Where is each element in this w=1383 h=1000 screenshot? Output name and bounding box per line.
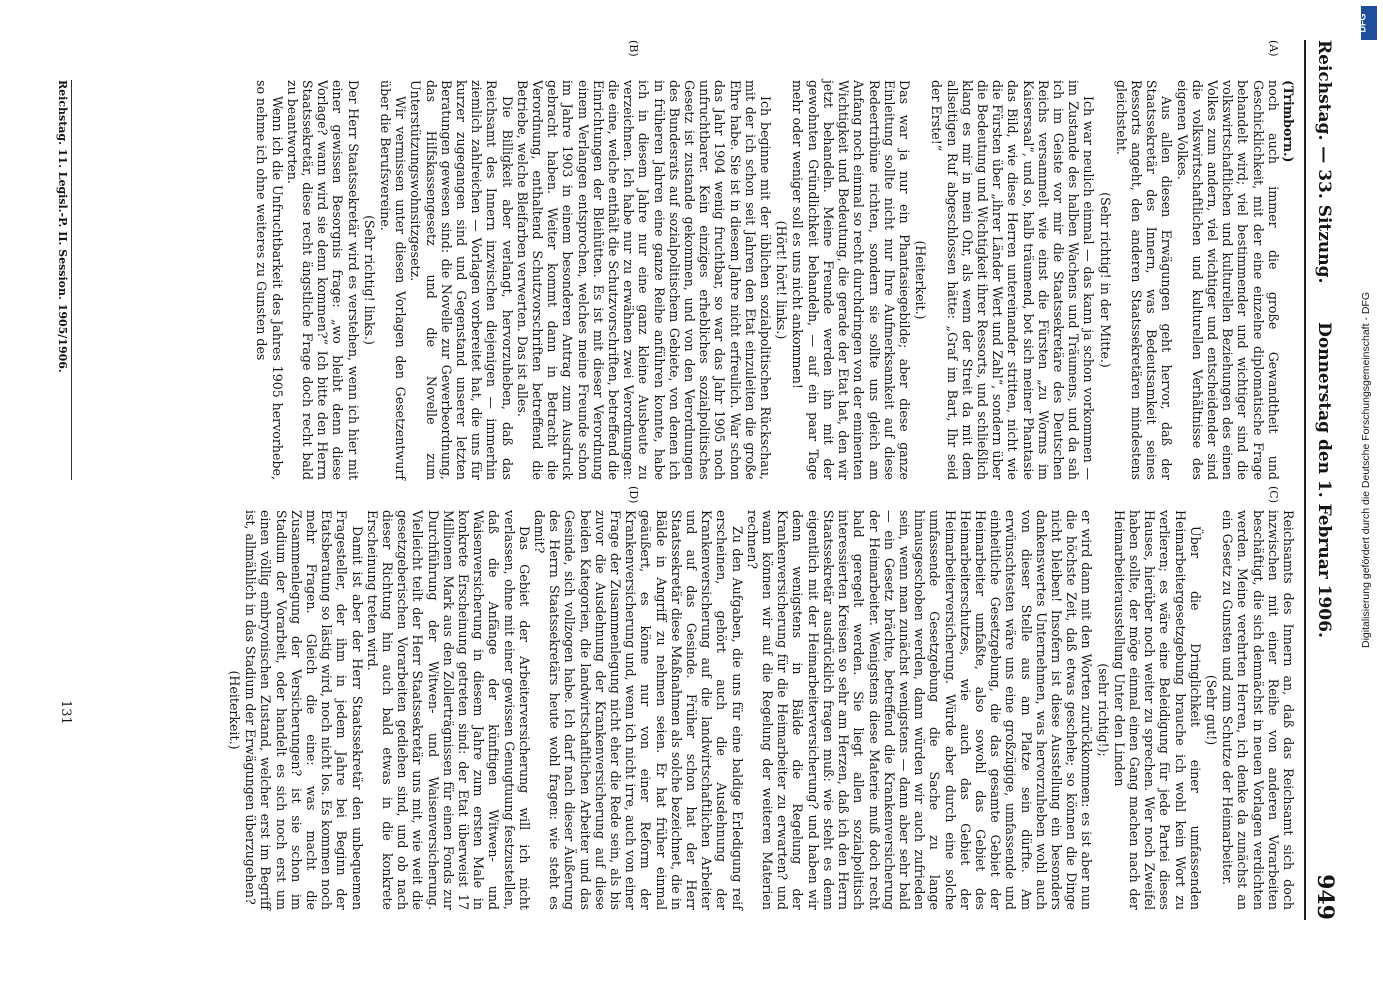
paragraph: Damit ist aber der Herr Staatssekretär den unbequemen Fragesteller, der ihm in jedem Jahre bei Beginn der Etatsberatung so lästig wird, noch nicht los. Es kommen noch mehr Fragen. Gleich die eine: was macht die Zusammenlegung der Versicherungen? ist sie schon im Stadium der Vorarbeit, oder handelt es sich noch erst um einen völlig embryonischen Zustand, welcher erst im Begriff ist, allmählich in das Stadium der Erwägungen überzugehen?: [243, 510, 365, 910]
paragraph: noch auch immer die große Gewandtheit und Geschicklichkeit, mit der eine einzelne diplomatische Frage behandelt wird; viel bestimmender und wichtiger sind die volkswirtschaftlichen und kulturellen Beziehungen des einen Volkes zum andern, viel wichtiger und entscheidender sind die volkswirtschaftlichen und kulturellen Verhältnisse des eigenen Volkes.: [1174, 80, 1281, 480]
interjection: (Sehr richtig! in der Mitte.): [1097, 192, 1113, 368]
page-footer: Reichstag. 11. Legisl.-P. II. Session. 1905/1906.: [56, 80, 72, 480]
rotated-page: [50, 40, 1340, 920]
paragraph: Die Billigkeit aber verlangt, hervorzuheben, daß das Reichsamt des Innern inzwischen diejenigen — immerhin ziemlich zahlreichen — Vorlagen vorbereitet hat, die uns für kurzer zugegangen sind und Gegenstand unserer letzten Beratungen gewesen sind: die Novelle zur Gewerbeordnung, das Hilfskassengesetz und die Novelle zum Unterstützungswohnsitzgesetz.: [408, 80, 515, 480]
speaker-name: (Trimborn.): [1281, 80, 1296, 163]
margin-marker-b: (B): [627, 40, 640, 57]
paragraph: Reichsamts des Innern an, daß das Reichsamt sich doch inzwischen mit einer Reihe von anderen Vorarbeiten beschäftigt, die sich demnächst in neuen Vorlagen verdichten werden. Meine verehrten Herren, ich denke da zunächst an ein Gesetz zu Gunsten und zum Schutze der Heimarbeiter.: [1220, 510, 1296, 910]
paragraph: Ich war neulich einmal — das kann ja schon vorkommen — im Zustande des halben Wachens und Träumens, und da sah ich im Geiste vor mir die Staatssekretäre des Deutschen Reichs versammelt wie einst die Fürsten „zu Worms im Kaisersaal“, und so, halb träumend, bot sich meiner Phantasie das Bild, wie diese Herren untereinander stritten, nicht wie die Fürsten über „ihrer Länder Wert und Zahl“, sondern über die Bedeutung und Wichtigkeit ihrer Ressorts, und schließlich klang es mir in mein Ohr, als wenn der Streit da mit dem allseitigen Ruf abgeschlossen hätte: „Graf im Bart, Ihr seid der Erste!“: [929, 80, 1097, 480]
paragraph: Der Herr Staatssekretär wird es verstehen, wenn ich hier mit einer gewissen Besorgnis frage: „wo bleibt denn diese Vorlage? wann wird sie denn kommen?“ Ich bitte den Herrn Staatssekretär, diese recht ängstliche Frage doch recht bald zu beantworten.: [284, 80, 361, 480]
left-column: [254, 80, 1296, 480]
paragraph: Das Gebiet der Arbeiterversicherung will ich nicht verlassen, ohne mit einer gewissen Genugtuung festzustellen, daß die Anfänge der künftigen Witwen- und Waisenversicherung in diesem Jahre zum ersten Male in konkrete Erscheinung getreten sind: der Etat überweist 17 Millionen Mark aus den Zollerträgnissen für einen Fonds zur Durchführung der Witwen- und Waisenversicherung. Vielleicht teilt der Herr Staatssekretär uns mit, wie weit die gesetzgeberischen Vorarbeiten gediehen sind, und ob nach dieser Richtung hin auch bald etwas in die konkrete Erscheinung treten wird.: [364, 510, 532, 910]
paragraph: Ich beginne mit der üblichen sozialpolitischen Rückschau, mit der ich schon seit Jahren den Etat einzuleiten die große Ehre habe. Sie ist in diesem Jahre nicht erfreulich. War schon das Jahr 1904 wenig fruchtbar, so war das Jahr 1905 noch unfruchtbarer. Kein einziges erhebliches sozialpolitisches Gesetz ist zustande gekommen, und von den Verordnungen des Bundesrats auf sozialpolitischem Gebiete, von denen ich in früheren Jahren eine ganze Reihe anführen konnte, habe ich in diesem Jahre nur eine ganz kleine Ausbeute zu verzeichnen. Ich habe nur zu erwähnen zwei Verordnungen: die eine, welche enthält die Schutzvorschriften, betreffend die Einrichtungen der Bleihütten. Es ist mit dieser Verordnung einem Verlangen entsprochen, welches meine Freunde schon im Jahre 1903 in einem besonderen Antrag zum Ausdruck gebracht haben. Weiter kommt dann in Betracht die Verordnung, enthaltend Schutzvorschriften betreffend die Betriebe, welche Bleifarben verwerten. Das ist alles.: [514, 80, 774, 480]
paragraph: Über die Dringlichkeit einer umfassenden Heimarbeitergesetzgebung brauche ich wohl kein Wort zu verlieren; es wäre eine Beleidigung für jede Partei dieses Hauses, hierüber noch weiter zu sprechen. Wer noch Zweifel haben sollte, der möge einmal einen Gang machen nach der Heimarbeiterausstellung Unter den Linden: [1111, 510, 1203, 910]
paragraph: Zu den Aufgaben, die uns für eine baldige Erledigung reif erscheinen, gehört auch die Ausdehnung der Krankenversicherung auf die landwirtschaftlichen Arbeiter und auf das Gesinde. Früher schon hat der Herr Staatssekretär diese Maßnahmen als solche bezeichnet, die in Bälde in Angriff zu nehmen seien. Er hat früher einmal geäußert, es könne nur von einer Reform der Krankenversicherung und, wenn ich nicht irre, auch von einer Frage der Zusammenlegung nicht eher die Rede sein, als bis zuvor die Ausdehnung der Krankenversicherung auf diese beiden Kategorien, die landwirtschaftlichen Arbeiter und das Gesinde, sich vollzogen habe. Ich darf nach dieser Äußerung des Herrn Staatssekretärs heute wohl fragen: wie steht es damit?: [532, 510, 745, 910]
bottom-page-number: 131: [58, 700, 73, 725]
header-page-number: 949: [1312, 874, 1338, 920]
paragraph: Wenn ich die Unfruchtbarkeit des Jahres 1905 hervorhebe, so nehme ich ohne weiteres zu Gunsten des: [254, 80, 285, 480]
margin-marker-c: (C): [1267, 486, 1280, 503]
page-header: [1304, 40, 1340, 920]
paragraph: Das war ja nur ein Phantasiegebilde; aber diese ganze Einleitung sollte nicht nur Ihre Aufmerksamkeit auf diese Redeertribüne richten, sondern sie sollte uns gleich am Anfang noch einmal so recht durchdringen von der eminenten Wichtigkeit und Bedeutung, die gerade der Etat hat, den wir jetzt behandeln. Meine Freunde werden ihn mit der gewohnten Gründlichkeit behandeln, — auf ein paar Tage mehr oder weniger soll es uns nicht ankommen!: [790, 80, 912, 480]
right-column: [226, 510, 1296, 910]
digitization-notice-text: Digitalisierung gefördert durch die Deutsche Forschungsgemeinschaft - DFG: [1360, 291, 1372, 648]
dfg-logo: [1357, 6, 1377, 40]
interjection: (Heiterkeit.): [913, 240, 929, 320]
dfg-logo-text: DFG: [1357, 13, 1368, 33]
margin-marker-a: (A): [1267, 40, 1280, 57]
paragraph: Aus allen diesen Erwägungen geht hervor, daß der Staatssekretär des Innern, was Bedeutsamkeit seines Ressorts angeht, den anderen Staatssekretären mindestens gleichsteht.: [1113, 80, 1175, 480]
interjection: (Heiterkeit.): [226, 670, 242, 750]
interjection: (sehr richtig!);: [1095, 663, 1111, 757]
interjection: (Sehr richtig! links.): [361, 215, 377, 345]
interjection: (Sehr gut!): [1203, 674, 1219, 746]
paragraph: er wird dann mit den Worten zurückkommen: es ist aber nun die höchste Zeit, daß etwas geschehe; so können die Dinge nicht bleiben! Insofern ist diese Ausstellung ein besonders dankenswertes Unternehmen, was hervorzuheben wohl auch von dieser Stelle aus am Platze sein dürfte. Am erwünschtesten wäre uns eine großzügige, umfassende und einheitliche Gesetzgebung, die das gesamte Gebiet der Heimarbeiter umfaßte, also sowohl das Gebiet des Heimarbeiterschutzes, wie auch das Gebiet der Heimarbeiterversicherung. Würde aber durch eine solche umfassende Gesetzgebung die Sache zu lange hinausgeschoben werden, dann würden wir auch zufrieden sein, wenn man zunächst wenigstens — dann aber sehr bald — ein Gesetz brächte, betreffend die Krankenversicherung der Heimarbeiter. Wenigstens diese Materie muß doch recht bald geregelt werden. Sie liegt allen sozialpolitisch interessierten Kreisen so sehr am Herzen, daß ich den Herrn Staatssekretär ausdrücklich fragen muß: wie steht es denn eigentlich mit der Heimarbeiterversicherung? und haben wir denn wenigstens in Bälde die Regelung der Krankenversicherung für die Heimarbeiter zu erwarten? und wann können wir auf die Regelung der weiteren Materien rechnen?: [744, 510, 1095, 910]
header-date: Donnerstag den 1. Februar 1906.: [1314, 322, 1334, 638]
margin-marker-d: (D): [627, 486, 640, 504]
header-session: Reichstag. — 33. Sitzung.: [1314, 40, 1334, 284]
paragraph: Wir vermissen unter diesen Vorlagen den Gesetzentwurf über die Berufsvereine.: [378, 80, 409, 480]
interjection: (Hört! hört! links.): [774, 220, 790, 340]
digitization-notice: [1357, 8, 1378, 648]
